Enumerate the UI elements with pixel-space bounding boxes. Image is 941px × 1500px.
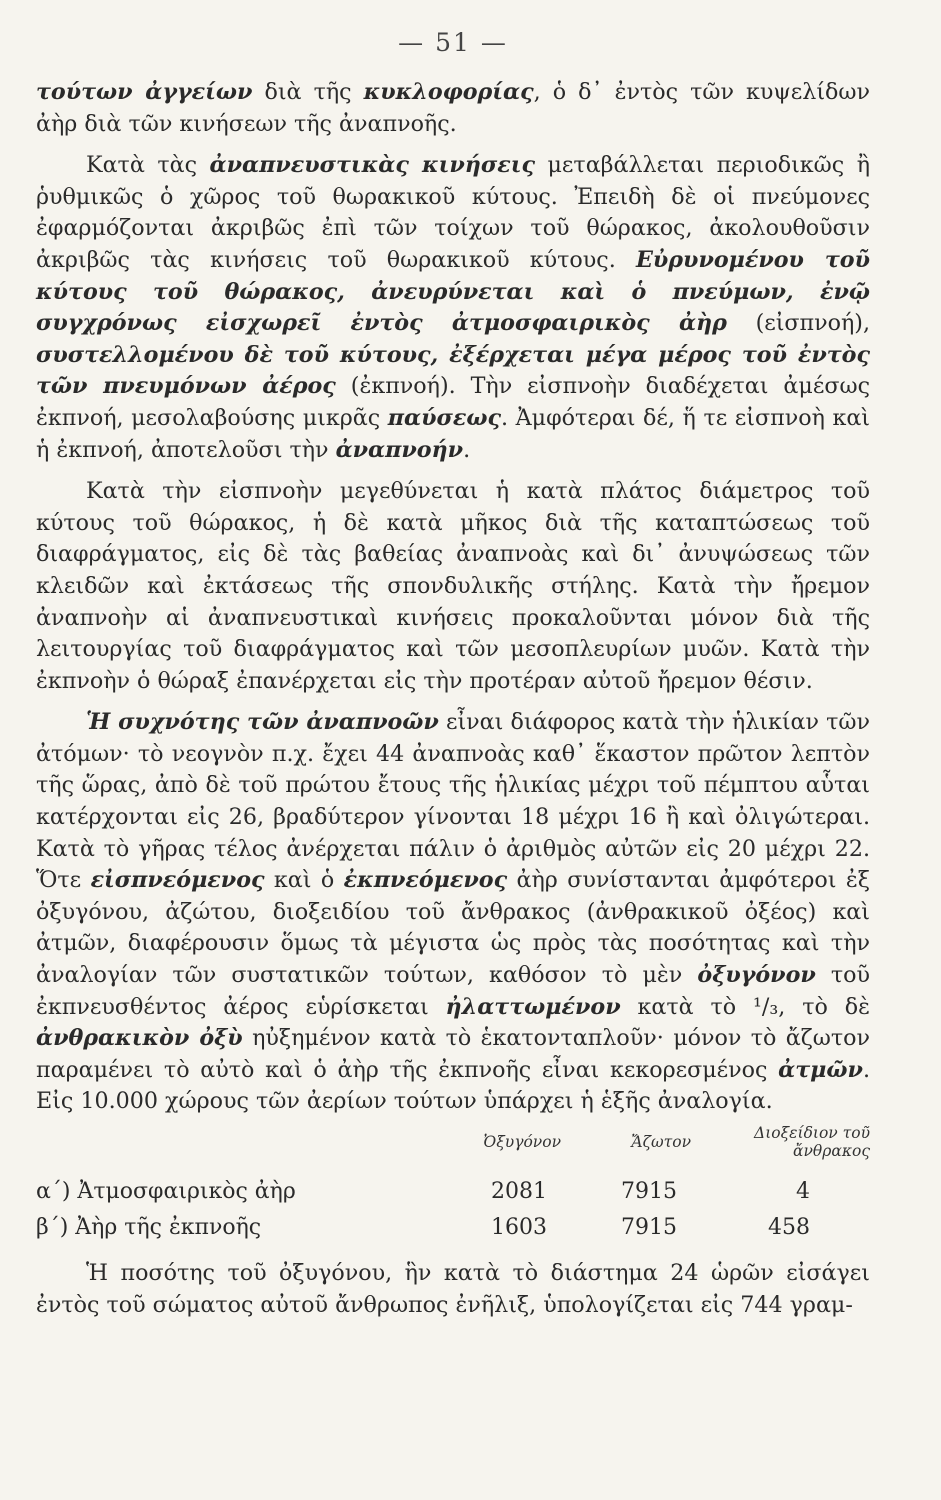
body-text: διὰ τῆς [252, 79, 364, 105]
body-text: ἀὴρ συνίστανται ἀμφότεροι ἐξ ὀξυγόνου, ἀζώτου, διοξειδίου τοῦ ἄνθρακος (ἀνθρακικοῦ ὀξέος) καὶ ἀτμῶν, διαφέρουσιν ὅμως τὰ μέγιστα ὡς πρὸς τὰς ποσότητας καὶ τὴν ἀναλογίαν τῶν συστατικῶν τούτων, καθόσον τὸ μὲν [36, 867, 870, 989]
emphasis-text: ἐκπνεόμενος [343, 867, 508, 894]
table-header-cell: Ὀξυγόνον [483, 1133, 561, 1151]
table-header-cell: Διοξείδιον τοῦ ἄνθρακος [754, 1124, 870, 1160]
body-text: κατὰ τὸ ¹/₃, τὸ δὲ [620, 993, 871, 1020]
paragraph-4 [36, 707, 870, 1118]
paragraph-5: Ἡ ποσότης τοῦ ὀξυγόνου, ἣν κατὰ τὸ διάστημα 24 ὡρῶν εἰσάγει ἐντὸς τοῦ σώματος αὐτοῦ ἄνθρωπος ἐνῆλιξ, ὑπολογίζεται εἰς 744 γραμ- [36, 1260, 870, 1318]
table-cell: 7915 [621, 1179, 677, 1204]
emphasis-text: ἀνθρακικὸν ὀξὺ [36, 1025, 243, 1052]
table-cell: 7915 [621, 1215, 677, 1240]
table-row [36, 1210, 870, 1246]
body-text: . Ἀμφότεραι δέ, ἥ τε εἰσπνοὴ καὶ ἡ ἐκπνοή, ἀποτελοῦσι τὴν [36, 404, 871, 463]
emphasis-text: ἠλαττωμένον [445, 993, 621, 1020]
emphasis-text: εἰσπνεόμενος [90, 867, 265, 894]
body-text: Κατὰ τὰς [86, 152, 210, 179]
body-text: καὶ ὁ [264, 867, 344, 894]
paragraph-2 [36, 150, 870, 466]
table-header-empty [36, 1124, 406, 1174]
body-text: . [463, 436, 471, 463]
body-text: , ὁ δ᾽ ἐντὸς τῶν κυψελίδων ἀὴρ διὰ τῶν κινήσεων τῆς ἀναπνοῆς. [36, 79, 870, 137]
table-header-row [36, 1124, 870, 1174]
table-header-cell: Ἄζωτον [631, 1133, 691, 1151]
table-cell: 4 [796, 1179, 810, 1204]
emphasis-text: Ἡ συχνότης τῶν ἀναπνοῶν [86, 709, 439, 736]
emphasis-text: Εὐρυνομένου τοῦ κύτους τοῦ θώρακος, ἀνευρύνεται καὶ ὁ πνεύμων, ἐνῷ συγχρόνως εἰσχωρεῖ ἐντὸς ἀτμοσφαιρικὸς ἀὴρ [36, 246, 870, 337]
paragraph-1 [36, 77, 870, 140]
body-text: . Εἰς 10.000 χώρους τῶν ἀερίων τούτων ὑπάρχει ἡ ἑξῆς ἀναλογία. [36, 1056, 870, 1115]
emphasis-text: ὀξυγόνον [697, 962, 816, 989]
page-number: — 51 — [398, 28, 508, 57]
emphasis-text: ἀτμῶν [778, 1056, 863, 1083]
emphasis-text: κυκλοφορίας [363, 79, 534, 105]
emphasis-text: ἀναπνοήν [335, 436, 464, 463]
body-text: εἶναι διάφορος κατὰ τὴν ἡλικίαν τῶν ἀτόμων· τὸ νεογνὸν π.χ. ἔχει 44 ἀναπνοὰς καθ᾽ ἕκαστον πρῶτον λεπτὸν τῆς ὥρας, ἀπὸ δὲ τοῦ πρώτου ἔτους τῆς ἡλικίας μέχρι τοῦ πέμπτου αὗται κατέρχονται εἰς 26, βραδύτερον γίνονται 18 μέχρι 16 ἢ καὶ ὀλιγώτεραι. Κατὰ τὸ γῆρας τέλος ἀνέρχεται πάλιν ὁ ἀριθμὸς αὐτῶν εἰς 20 μέχρι 22. Ὅτε [36, 709, 870, 894]
body-text: μεταβάλλεται περιοδικῶς ἢ ῥυθμικῶς ὁ χῶρος τοῦ θωρακικοῦ κύτους. Ἐπειδὴ δὲ οἱ πνεύμονες ἐφαρμόζονται ἀκριβῶς ἐπὶ τῶν τοίχων τοῦ θώρακος, ἀκολουθοῦσιν ἀκριβῶς τὰς κινήσεις τοῦ θωρακικοῦ κύτους. [36, 152, 870, 273]
emphasis-text: ἀναπνευστικὰς κινήσεις [209, 152, 535, 179]
paragraph-3: Κατὰ τὴν εἰσπνοὴν μεγεθύνεται ἡ κατὰ πλάτος διάμετρος τοῦ κύτους τοῦ θώρακος, ἡ δὲ κατὰ μῆκος διὰ τῆς καταπτώσεως τοῦ διαφράγματος, εἰς δὲ τὰς βαθείας ἀναπνοὰς καὶ δι᾽ ἀνυψώσεως τῶν κλειδῶν καὶ ἐκτάσεως τῆς σπονδυλικῆς στήλης. Κατὰ τὴν ἤρεμον ἀναπνοὴν αἱ ἀναπνευστικαὶ κινήσεις προκαλοῦνται μόνον διὰ τῆς λειτουργίας τοῦ διαφράγματος καὶ τῶν μεσοπλευρίων μυῶν. Κατὰ τὴν ἐκπνοὴν ὁ θώραξ ἐπανέρχεται εἰς τὴν προτέραν αὐτοῦ ἤρεμον θέσιν. [36, 478, 870, 694]
table-cell: 1603 [491, 1215, 547, 1240]
table-cell: 458 [768, 1215, 810, 1240]
row-label: α΄) Ἀτμοσφαιρικὸς ἀὴρ [36, 1179, 296, 1204]
body-text: (εἰσπνοή), [726, 310, 870, 337]
emphasis-text: τούτων ἀγγείων [36, 79, 253, 105]
emphasis-text: συστελλομένου δὲ τοῦ κύτους, ἐξέρχεται μέγα μέρος τοῦ ἐντὸς τῶν πνευμόνων ἀέρος [36, 341, 870, 400]
table-row [36, 1174, 870, 1210]
document-page [36, 28, 870, 1321]
body-text: (ἐκπνοή). Τὴν εἰσπνοὴν διαδέχεται ἀμέσως ἐκπνοή, μεσολαβούσης μικρᾶς [36, 373, 870, 431]
emphasis-text: παύσεως [387, 404, 501, 431]
composition-table [36, 1124, 870, 1246]
table-cell: 2081 [491, 1179, 547, 1204]
body-text: ηὐξημένον κατὰ τὸ ἑκατονταπλοῦν· μόνον τὸ ἄζωτον παραμένει τὸ αὐτὸ καὶ ὁ ἀὴρ τῆς ἐκπνοῆς εἶναι κεκορεσμένος [36, 1025, 870, 1083]
body-text: τοῦ ἐκπνευσθέντος ἀέρος εὑρίσκεται [36, 962, 870, 1020]
row-label: β΄) Ἀὴρ τῆς ἐκπνοῆς [36, 1215, 262, 1240]
